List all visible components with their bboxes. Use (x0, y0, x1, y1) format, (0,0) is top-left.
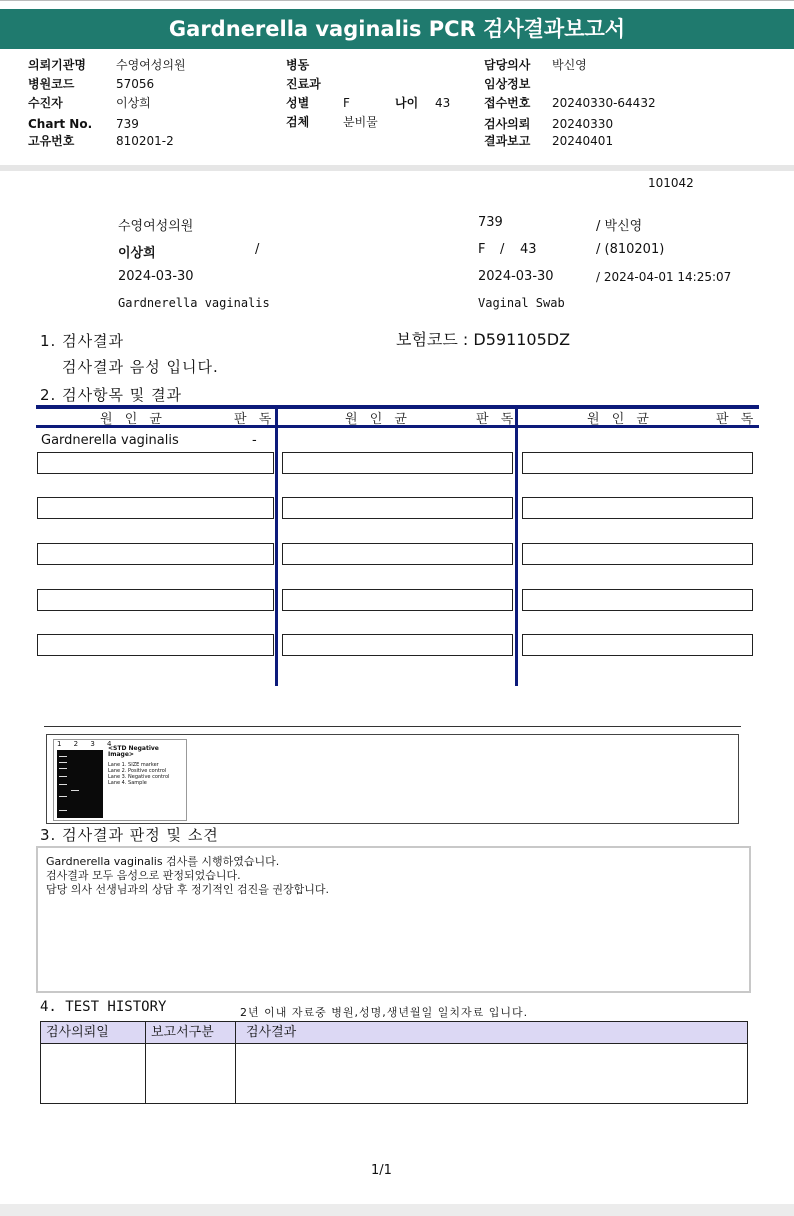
label-doctor: 담당의사 (484, 58, 531, 72)
result-cell (282, 452, 513, 474)
col-head-pathogen-1: 원 인 균 (100, 412, 166, 427)
label-request-date: 검사의뢰 (484, 117, 531, 131)
col-head-pathogen-3: 원 인 균 (587, 412, 653, 427)
insurance-code: 보험코드 : D591105DZ (396, 330, 571, 349)
summary-patient-name: 이상희 (118, 246, 156, 261)
section1-result: 검사결과 음성 입니다. (62, 358, 219, 376)
gel-legend (108, 746, 186, 786)
result-cell (522, 589, 753, 611)
history-col-date: 검사의뢰일 (46, 1025, 109, 1040)
opinion-line-3: 담당 의사 선생님과의 상담 후 정기적인 검진을 권장합니다. (46, 883, 329, 896)
result-cell (522, 452, 753, 474)
gel-lane-numbers: 1 2 3 4 (57, 740, 117, 748)
summary-collect-date: 2024-03-30 (118, 269, 194, 284)
results-table-divider-1 (275, 405, 278, 686)
footer-bar (0, 1204, 794, 1216)
result-cell (282, 543, 513, 565)
result-cell (37, 543, 274, 565)
result-cell (282, 497, 513, 519)
section2-title: 2. 검사항목 및 결과 (40, 386, 183, 404)
gel-lane-2: Lane 2. Positive control (108, 768, 167, 774)
label-receipt-no: 접수번호 (484, 96, 531, 110)
opinion-box (36, 846, 751, 993)
title-band (0, 9, 794, 49)
gel-lane-1: Lane 1. SIZE marker (108, 762, 159, 768)
result-cell (37, 634, 274, 656)
report-title: Gardnerella vaginalis PCR 검사결과보고서 (168, 17, 626, 41)
summary-slash-1: / (255, 242, 260, 257)
value-request-date: 20240330 (552, 117, 614, 131)
gel-image-box (46, 734, 739, 824)
label-specimen: 검체 (286, 115, 310, 129)
opinion-line-1: Gardnerella vaginalis 검사를 시행하였습니다. (46, 855, 280, 868)
gel-band (59, 756, 67, 757)
result-cell (282, 634, 513, 656)
label-ward: 병동 (286, 58, 310, 72)
summary-sex: F (478, 242, 486, 257)
history-col-type: 보고서구분 (151, 1025, 214, 1040)
gel-lane-4: Lane 4. Sample (108, 780, 147, 786)
value-doctor: 박신영 (552, 58, 587, 72)
label-sex: 성별 (286, 96, 310, 110)
value-institution: 수영여성의원 (116, 58, 186, 72)
value-unique-no: 810201-2 (116, 134, 174, 148)
gel-electrophoresis-image (53, 739, 187, 821)
value-age: 43 (435, 96, 451, 110)
value-chart-no: 739 (116, 117, 139, 131)
summary-receipt-date: 2024-03-30 (478, 269, 554, 284)
summary-report-datetime: / 2024-04-01 14:25:07 (596, 270, 732, 284)
result-cell (522, 497, 753, 519)
result-cell (37, 452, 274, 474)
summary-clinic: 수영여성의원 (118, 219, 194, 234)
label-clinical-info: 임상정보 (484, 77, 531, 91)
gel-band (59, 784, 67, 785)
result-cell (37, 497, 274, 519)
col-head-judgement-3: 판 독 (716, 412, 758, 427)
value-sex: F (343, 96, 350, 110)
label-age: 나이 (395, 96, 419, 110)
gel-band (59, 810, 67, 811)
gel-image-frame (44, 726, 741, 824)
label-department: 진료과 (286, 77, 321, 91)
gel-band (59, 796, 67, 797)
history-table-header (41, 1022, 747, 1044)
header-separator (0, 165, 794, 171)
result-cell (522, 543, 753, 565)
gel-plate (57, 750, 103, 818)
gel-lane-3: Lane 3. Negative control (108, 774, 170, 780)
result-cell (37, 589, 274, 611)
gel-band (71, 790, 79, 791)
summary-chart: 739 (478, 215, 503, 230)
history-col-divider-1 (145, 1022, 146, 1103)
summary-age: 43 (520, 242, 537, 257)
label-institution: 의뢰기관명 (28, 58, 86, 72)
col-head-judgement-2: 판 독 (476, 412, 518, 427)
value-report-date: 20240401 (552, 134, 614, 148)
gel-band (59, 762, 67, 763)
label-hospital-code: 병원코드 (28, 77, 75, 91)
gel-heading: <STD Negative Image> (108, 745, 159, 758)
value-specimen: 분비물 (343, 115, 378, 129)
summary-slash-2: / (500, 242, 505, 257)
section3-title: 3. 검사결과 판정 및 소견 (40, 826, 219, 844)
report-code: 101042 (648, 176, 694, 190)
report-title-bar (0, 0, 794, 48)
history-note: 2년 이내 자료중 병원,성명,생년월일 일치자료 입니다. (240, 1006, 529, 1019)
label-chart-no: Chart No. (28, 117, 93, 131)
summary-birth: / (810201) (596, 242, 665, 257)
summary-test-name: Gardnerella vaginalis (118, 296, 270, 310)
opinion-line-2: 검사결과 모두 음성으로 판정되었습니다. (46, 869, 241, 882)
result-row-judgement: - (252, 433, 257, 448)
result-row-pathogen: Gardnerella vaginalis (41, 433, 179, 448)
label-report-date: 결과보고 (484, 134, 531, 148)
gel-top-line (44, 726, 741, 727)
value-hospital-code: 57056 (116, 77, 155, 91)
result-cell (282, 589, 513, 611)
page-number: 1/1 (371, 1163, 392, 1178)
history-table (40, 1021, 748, 1104)
section4-title: 4. TEST HISTORY (40, 999, 167, 1015)
col-head-judgement-1: 판 독 (234, 412, 276, 427)
summary-specimen: Vaginal Swab (478, 296, 565, 310)
gel-band (59, 776, 67, 777)
label-patient: 수진자 (28, 96, 63, 110)
results-table-divider-2 (515, 405, 518, 686)
summary-doctor: / 박신영 (596, 219, 643, 234)
section1-title: 1. 검사결과 (40, 332, 125, 350)
value-receipt-no: 20240330-64432 (552, 96, 656, 110)
history-col-result: 검사결과 (246, 1025, 297, 1040)
col-head-pathogen-2: 원 인 균 (345, 412, 411, 427)
gel-band (59, 768, 67, 769)
result-cell (522, 634, 753, 656)
history-col-divider-2 (235, 1022, 236, 1103)
value-patient: 이상희 (116, 96, 151, 110)
label-unique-no: 고유번호 (28, 134, 75, 148)
